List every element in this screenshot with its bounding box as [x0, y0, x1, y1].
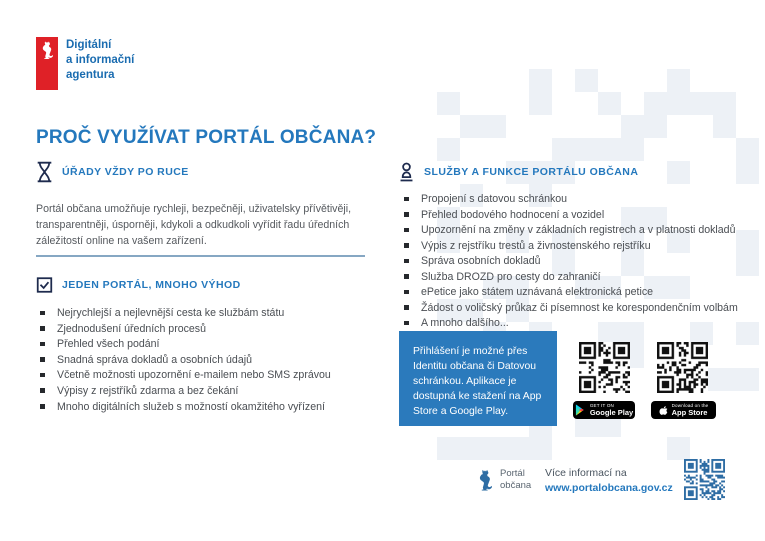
intro-paragraph: Portál občana umožňuje rychleji, bezpečněji, uživatelsky přívětivěji, transparentněji, úsporněji, kdykoli a odkudkoli vyřídit řadu úředních záležitostí online na vašem zařízení. [36, 202, 352, 247]
list-item: Propojení s datovou schránkou [402, 192, 738, 208]
hourglass-icon [36, 161, 53, 183]
list-item: Včetně možnosti upozornění e-mailem nebo SMS zprávou [38, 368, 331, 384]
list-item: Výpis z rejstříku trestů a živnostenského rejstříku [402, 239, 738, 255]
apple-icon [659, 405, 668, 416]
section-title: JEDEN PORTÁL, MNOHO VÝHOD [62, 279, 241, 291]
agency-name-line: Digitální [66, 39, 112, 51]
google-play-badge [573, 401, 635, 419]
portal-obcana-brand [477, 468, 531, 492]
list-item: Upozornění na změny v základních registrech a v platnosti dokladů [402, 223, 738, 239]
section-title: ÚŘADY VŽDY PO RUCE [62, 166, 189, 178]
benefits-list [38, 306, 331, 415]
list-item: Služba DROZD pro cesty do zahraničí [402, 270, 738, 286]
list-item: ePetice jako státem uznávaná elektronická petice [402, 285, 738, 301]
section-offices-header [36, 161, 189, 183]
section-divider [36, 255, 365, 257]
section-benefits-header [36, 274, 241, 296]
google-play-qr-code [579, 342, 630, 393]
badge-caption: Download on the [671, 402, 709, 408]
list-item: Mnoho digitálních služeb s možností okamžitého vyřízení [38, 400, 331, 416]
agency-name-line: a informační [66, 54, 135, 66]
app-store-block [651, 342, 713, 419]
google-play-store-block [573, 342, 635, 419]
brand-line: Portál [500, 468, 525, 479]
list-item: Správa osobních dokladů [402, 254, 738, 270]
list-item: Žádost o voličský průkaz či písemnost ke korespondenčním volbám [402, 301, 738, 317]
portal-url-link[interactable]: www.portalobcana.gov.cz [545, 482, 673, 494]
list-item: Přehled všech podání [38, 337, 331, 353]
portal-obcana-lion-icon [477, 469, 494, 491]
more-info-label: Více informací na [545, 467, 627, 479]
app-store-qr-code [657, 342, 708, 393]
google-play-icon [575, 404, 586, 416]
badge-store-name: App Store [671, 408, 708, 417]
czech-lion-emblem-icon [36, 37, 58, 90]
list-item: Výpisy z rejstříků zdarma a bez čekání [38, 384, 331, 400]
checkbox-icon [36, 274, 53, 296]
agency-name-line: agentura [66, 69, 115, 81]
footer-info [545, 467, 673, 494]
list-item: Snadná správa dokladů a osobních údajů [38, 353, 331, 369]
services-list [402, 192, 738, 332]
app-store-badge [651, 401, 716, 419]
website-qr-code [684, 459, 725, 500]
badge-store-name: Google Play [589, 408, 634, 417]
section-title: SLUŽBY A FUNKCE PORTÁLU OBČANA [424, 166, 639, 178]
login-info-box: Přihlášení je možné přes Identitu občana či Datovou schránkou. Aplikace je dostupná ke stažení na App Store a Google Play. [399, 331, 557, 426]
page-title: PROČ VYUŽÍVAT PORTÁL OBČANA? [36, 126, 377, 148]
badge-caption: GET IT ON [589, 402, 614, 408]
list-item: A mnoho dalšího... [402, 316, 738, 332]
brand-line: občana [500, 480, 532, 491]
list-item: Nejrychlejší a nejlevnější cesta ke službám státu [38, 306, 331, 322]
section-services-header [398, 161, 638, 183]
list-item: Zjednodušení úředních procesů [38, 322, 331, 338]
agency-name [66, 37, 134, 90]
footer-qr-block [684, 459, 725, 500]
person-icon [398, 161, 415, 183]
list-item: Přehled bodového hodnocení a vozidel [402, 208, 738, 224]
agency-logo [36, 37, 134, 90]
portal-obcana-label [500, 468, 531, 492]
